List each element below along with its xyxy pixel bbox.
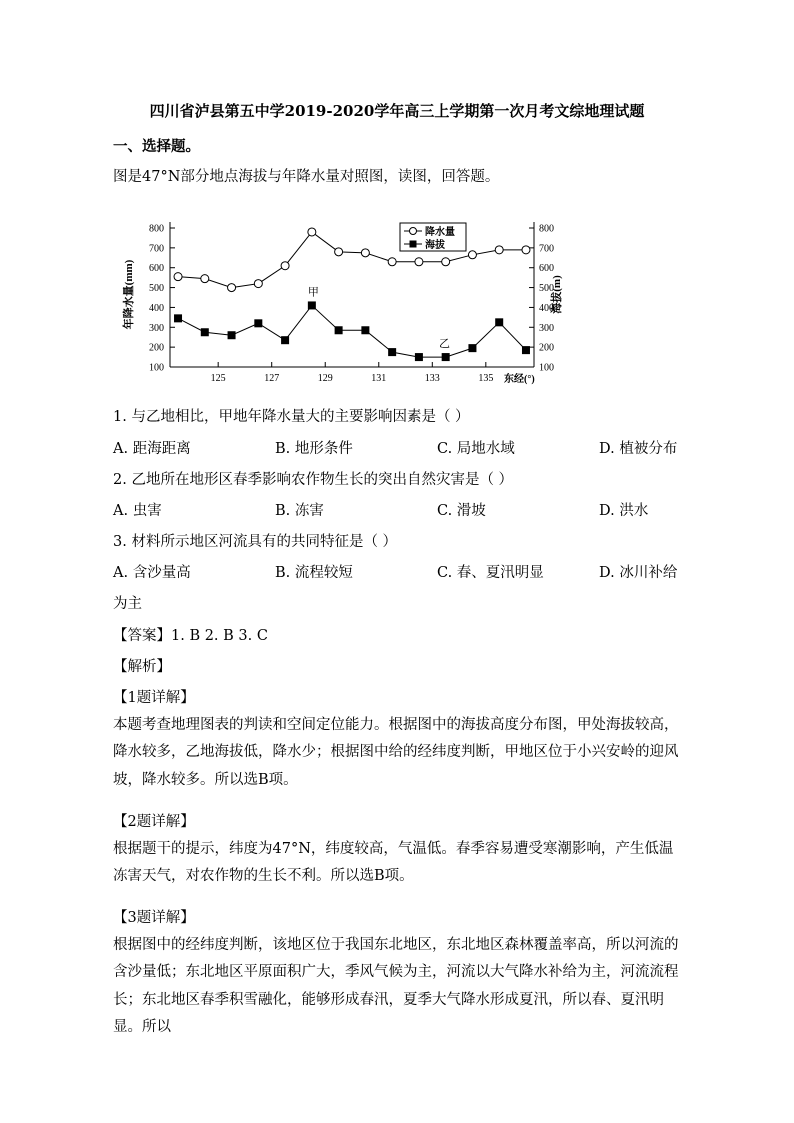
question-2-option-c[interactable]: C. 滑坡 (437, 503, 486, 519)
left-tick-label: 700 (149, 243, 164, 255)
left-tick-label: 300 (149, 322, 164, 334)
question-2-stem: 2. 乙地所在地形区春季影响农作物生长的突出自然灾害是（ ） (113, 472, 514, 488)
legend-precip-marker (410, 228, 417, 235)
precipitation-point (522, 246, 530, 254)
precipitation-point (468, 251, 476, 259)
detail-1-text: 本题考查地理图表的判读和空间定位能力。根据图中的海拔高度分布图，甲处海拔较高，降水较多，乙地海拔低，降水少；根据图中给的经纬度判断，甲地区位于小兴安岭的迎风坡，降水较多。所以选B项。 (113, 717, 679, 788)
elevation-point (254, 319, 262, 327)
precipitation-point (201, 275, 209, 283)
right-axis-label: 海拔(m) (551, 275, 563, 314)
elevation-point (281, 336, 289, 344)
question-3-option-b[interactable]: B. 流程较短 (275, 565, 353, 581)
precipitation-point (254, 280, 262, 288)
precipitation-point (228, 284, 236, 292)
section-heading: 一、选择题。 (113, 138, 200, 155)
right-tick-label: 200 (539, 342, 554, 354)
elevation-point (308, 301, 316, 309)
left-tick-label: 800 (149, 223, 164, 235)
elevation-point (415, 353, 423, 361)
left-tick-label: 200 (149, 342, 164, 354)
question-1-option-d[interactable]: D. 植被分布 (599, 441, 678, 457)
right-tick-label: 300 (539, 322, 554, 334)
detail-2-heading: 【2题详解】 (113, 814, 195, 830)
precipitation-point (281, 262, 289, 270)
precipitation-point (495, 246, 503, 254)
question-2-option-b[interactable]: B. 冻害 (275, 503, 324, 519)
question-2-option-a[interactable]: A. 虫害 (113, 503, 162, 519)
question-1-stem: 1. 与乙地相比，甲地年降水量大的主要影响因素是（ ） (113, 409, 470, 425)
question-1-option-a[interactable]: A. 距海距离 (113, 441, 191, 457)
series-line-1 (178, 232, 526, 288)
x-tick-label: 125 (210, 373, 226, 384)
detail-1-heading: 【1题详解】 (113, 690, 195, 706)
right-tick-label: 100 (539, 362, 554, 374)
question-3-option-d-wrap: 为主 (113, 596, 142, 612)
detail-3-heading: 【3题详解】 (113, 910, 195, 926)
question-3-stem: 3. 材料所示地区河流具有的共同特征是（ ） (113, 534, 398, 550)
left-tick-label: 100 (149, 362, 164, 374)
left-tick-label: 600 (149, 263, 164, 275)
right-tick-label: 600 (539, 263, 554, 275)
right-tick-label: 500 (539, 283, 554, 295)
question-3-option-d[interactable]: D. 冰川补给 (599, 565, 678, 581)
precipitation-point (415, 258, 423, 266)
left-tick-label: 400 (149, 302, 164, 314)
question-3-option-a[interactable]: A. 含沙量高 (113, 565, 191, 581)
legend-elev-marker (410, 241, 417, 248)
detail-3-text: 根据图中的经纬度判断，该地区位于我国东北地区，东北地区森林覆盖率高，所以河流的含沙量低；东北地区平原面积广大，季风气候为主，河流以大气降水补给为主，河流流程长；东北地区春季积雪融化，能够形成春汛，夏季大气降水形成夏汛，所以春、夏汛明显。所以 (113, 937, 679, 1035)
elevation-point (468, 344, 476, 352)
left-axis-label: 年降水量(mm) (123, 259, 135, 330)
x-tick-label: 133 (424, 373, 440, 384)
question-1-option-c[interactable]: C. 局地水域 (437, 441, 515, 457)
answer-line: 【答案】1. B 2. B 3. C (113, 628, 268, 644)
question-2-option-d[interactable]: D. 洪水 (599, 503, 649, 519)
precipitation-point (361, 249, 369, 257)
legend-elev-label: 海拔 (425, 240, 445, 251)
precipitation-point (335, 248, 343, 256)
elevation-point (174, 314, 182, 322)
annotation-2: 乙 (439, 338, 450, 351)
elevation-point (361, 326, 369, 334)
precipitation-point (174, 273, 182, 281)
question-1-option-b[interactable]: B. 地形条件 (275, 441, 353, 457)
question-3-option-c[interactable]: C. 春、夏汛明显 (437, 565, 544, 581)
elevation-point (388, 348, 396, 356)
x-tick-label: 131 (371, 373, 387, 384)
precipitation-point (442, 258, 450, 266)
x-axis-label: 东经(°) (504, 374, 535, 385)
elevation-precipitation-chart (118, 212, 568, 390)
x-tick-label: 127 (264, 373, 280, 384)
left-tick-label: 500 (149, 283, 164, 295)
right-tick-label: 700 (539, 243, 554, 255)
annotation-1: 甲 (307, 286, 319, 299)
right-tick-label: 400 (539, 302, 554, 314)
x-tick-label: 135 (478, 373, 494, 384)
legend-precip-label: 降水量 (425, 227, 455, 238)
page-title: 四川省泸县第五中学2019-2020学年高三上学期第一次月考文综地理试题 (149, 102, 645, 120)
elevation-point (201, 328, 209, 336)
chart-container (118, 212, 568, 394)
right-tick-label: 800 (539, 223, 554, 235)
question-intro: 图是47°N部分地点海拔与年降水量对照图，读图，回答题。 (113, 169, 500, 185)
elevation-point (228, 331, 236, 339)
detail-2-text: 根据题干的提示，纬度为47°N，纬度较高，气温低。春季容易遭受寒潮影响，产生低温冻害天气，对农作物的生长不利。所以选B项。 (113, 841, 674, 885)
elevation-point (442, 353, 450, 361)
precipitation-point (388, 258, 396, 266)
elevation-point (522, 346, 530, 354)
precipitation-point (308, 228, 316, 236)
elevation-point (495, 318, 503, 326)
analysis-heading: 【解析】 (113, 659, 171, 675)
x-tick-label: 129 (317, 373, 333, 384)
elevation-point (335, 326, 343, 334)
